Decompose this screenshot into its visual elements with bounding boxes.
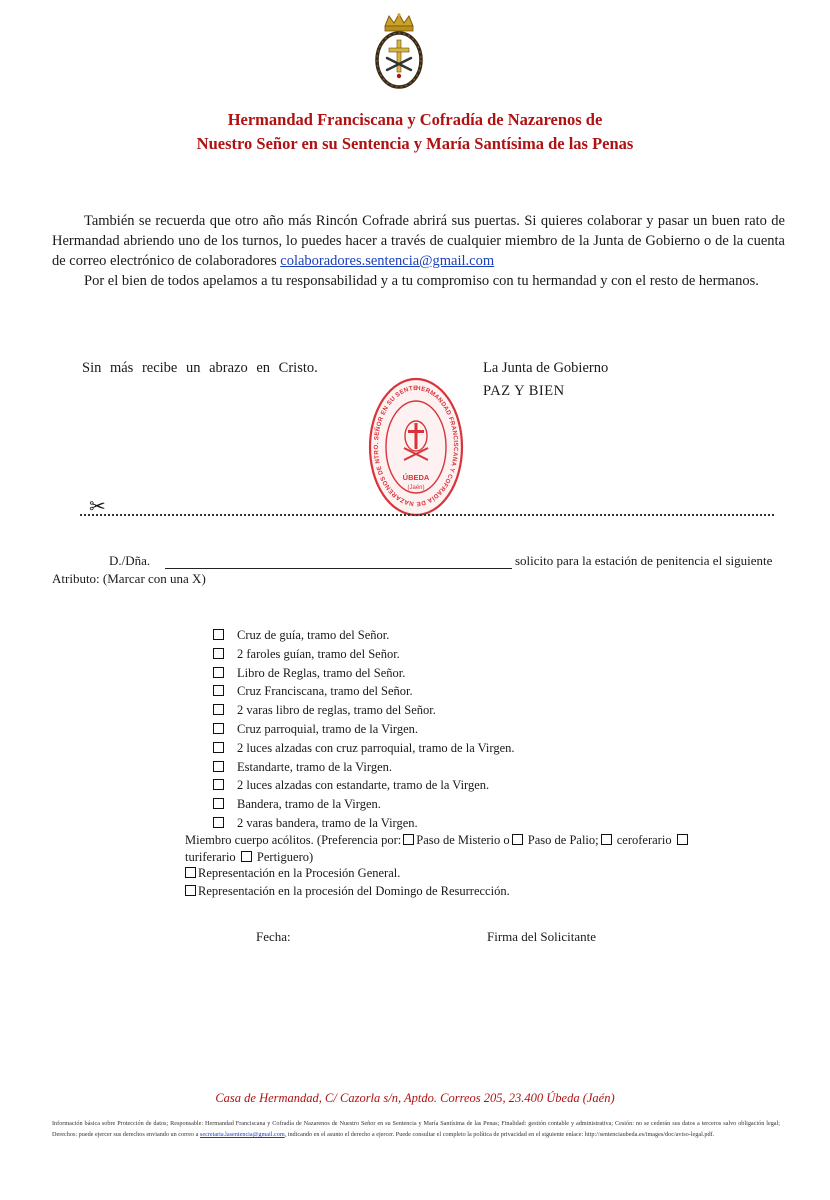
legal-text-after: , indicando en el asunto el derecho a ejercer. Puede consultar el completo la política de privacidad en el siguiente enlace: http://sentenciaubeda.es/images/doc/aviso-legal.pdf. xyxy=(284,1131,715,1138)
seal-province: (Jaén) xyxy=(407,485,425,491)
acolitos-prefix: Miembro cuerpo acólitos. (Preferencia por: xyxy=(185,833,402,847)
letter-paragraph-2: Por el bien de todos apelamos a tu responsabilidad y a tu compromiso con tu hermandad y con el resto de hermanos. xyxy=(84,273,759,289)
seal-city: ÚBEDA xyxy=(402,473,430,482)
checkbox-icon[interactable] xyxy=(213,629,224,640)
attribute-option xyxy=(213,682,515,701)
option-label: 2 luces alzadas con estandarte, tramo de la Virgen. xyxy=(237,778,490,793)
rep-resurreccion-option xyxy=(185,884,510,899)
attribute-option xyxy=(213,701,515,720)
attribute-option xyxy=(213,645,515,664)
turiferario-label: turiferario xyxy=(185,850,236,864)
signature-junta: La Junta de Gobierno xyxy=(483,360,609,376)
checkbox-icon[interactable] xyxy=(213,761,224,772)
letter-body xyxy=(52,211,785,291)
checkbox-icon[interactable] xyxy=(213,648,224,659)
option-label: Cruz parroquial, tramo de la Virgen. xyxy=(237,721,419,736)
attribute-option xyxy=(213,626,515,645)
data-protection-notice xyxy=(52,1118,780,1140)
option-label: Bandera, tramo de la Virgen. xyxy=(237,797,381,812)
letter-paragraph-1 xyxy=(52,211,785,271)
scissors-icon: ✂ xyxy=(89,496,106,518)
checkbox-icon[interactable] xyxy=(213,667,224,678)
option-label: Cruz Franciscana, tramo del Señor. xyxy=(237,684,413,699)
checkbox-icon[interactable] xyxy=(185,885,196,896)
cut-dotted-line xyxy=(80,514,774,516)
checkbox-icon[interactable] xyxy=(601,834,612,845)
option-label: 2 varas bandera, tramo de la Virgen. xyxy=(237,815,418,830)
checkbox-icon[interactable] xyxy=(213,704,224,715)
brotherhood-name-line-2: Nuestro Señor en su Sentencia y María Santísima de las Penas xyxy=(196,134,634,153)
checkbox-icon[interactable] xyxy=(213,685,224,696)
signature-paz-y-bien: PAZ Y BIEN xyxy=(483,383,565,399)
option-label: 2 varas libro de reglas, tramo del Señor. xyxy=(237,703,436,718)
collaborators-email-link[interactable]: colaboradores.sentencia@gmail.com xyxy=(280,253,495,269)
attribute-label: Atributo: (Marcar con una X) xyxy=(52,571,206,586)
secretary-email-link[interactable]: secretaria.lasentencia@gmail.com xyxy=(199,1131,285,1138)
option-label: 2 faroles guían, tramo del Señor. xyxy=(237,646,400,661)
acolitos-option xyxy=(185,832,755,866)
seal-ring-text: HERMANDAD FRANCISCANA Y COFRADÍA DE NAZARENOS DE NTRO. SEÑOR EN SU SENTE xyxy=(372,384,459,508)
option-label: 2 luces alzadas con cruz parroquial, tramo de la Virgen. xyxy=(237,740,515,755)
rep-general-label: Representación en la Procesión General. xyxy=(198,866,401,880)
attribute-option xyxy=(213,664,515,683)
pertiguero-label: Pertiguero) xyxy=(256,850,314,864)
brotherhood-name-line-1: Hermandad Franciscana y Cofradía de Nazarenos de xyxy=(227,110,603,129)
legal-text-before: Información básica sobre Protección de datos; Responsable: Hermandad Franciscana y Cofradía de Nazarenos de Nuestro Señor en su Sentencia y María Santísima de las Penas; Finalidad: gestión contable y administrativa; Cesión: no se cederán sus datos a terceros salvo obligación legal; Derechos: puede ejercer sus derechos enviando un correo a xyxy=(52,1120,780,1138)
rep-resurreccion-label: Representación en la procesión del Domingo de Resurrección. xyxy=(198,884,510,898)
checkbox-icon[interactable] xyxy=(213,817,224,828)
checkbox-icon[interactable] xyxy=(241,851,252,862)
letter-paragraph-1-text: También se recuerda que otro año más Rincón Cofrade abrirá sus puertas. Si quieres colaborar y pasar un buen rato de Hermandad abriendo uno de los turnos, lo puedes hacer a través de cualquier miembro de la Junta de Gobierno o de la cuenta de correo electrónico de colaboradores xyxy=(52,213,785,269)
attribute-option xyxy=(213,814,515,833)
paso-palio-label: Paso de Palio; xyxy=(527,833,599,847)
checkbox-icon[interactable] xyxy=(213,742,224,753)
checkbox-icon[interactable] xyxy=(213,798,224,809)
request-text: solicito para la estación de penitencia el siguiente xyxy=(515,553,773,568)
brotherhood-address: Casa de Hermandad, C/ Cazorla s/n, Aptdo. Correos 205, 23.400 Úbeda (Jaén) xyxy=(215,1091,615,1105)
brotherhood-crest-logo xyxy=(373,12,425,94)
official-seal-stamp xyxy=(368,376,464,518)
paso-misterio-label: Paso de Misterio o xyxy=(416,833,510,847)
checkbox-icon[interactable] xyxy=(512,834,523,845)
signature-label: Firma del Solicitante xyxy=(487,929,597,944)
attribute-option xyxy=(213,720,515,739)
option-label: Libro de Reglas, tramo del Señor. xyxy=(237,665,406,680)
checkbox-icon[interactable] xyxy=(213,779,224,790)
rep-general-option xyxy=(185,866,400,881)
name-label: D./Dña. xyxy=(109,553,151,568)
attribute-option xyxy=(213,758,515,777)
checkbox-icon[interactable] xyxy=(677,834,688,845)
attribute-option xyxy=(213,739,515,758)
checkbox-icon[interactable] xyxy=(185,867,196,878)
checkbox-icon[interactable] xyxy=(403,834,414,845)
option-label: Cruz de guía, tramo del Señor. xyxy=(237,628,390,642)
attribute-options-list xyxy=(213,626,515,833)
option-label: Estandarte, tramo de la Virgen. xyxy=(237,759,392,774)
attribute-option xyxy=(213,795,515,814)
checkbox-icon[interactable] xyxy=(213,723,224,734)
attribute-option xyxy=(213,776,515,795)
closing-greeting: Sin más recibe un abrazo en Cristo. xyxy=(82,360,318,376)
ceroferario-label: ceroferario xyxy=(616,833,672,847)
date-label: Fecha: xyxy=(256,929,291,944)
name-blank-line[interactable] xyxy=(165,568,512,569)
